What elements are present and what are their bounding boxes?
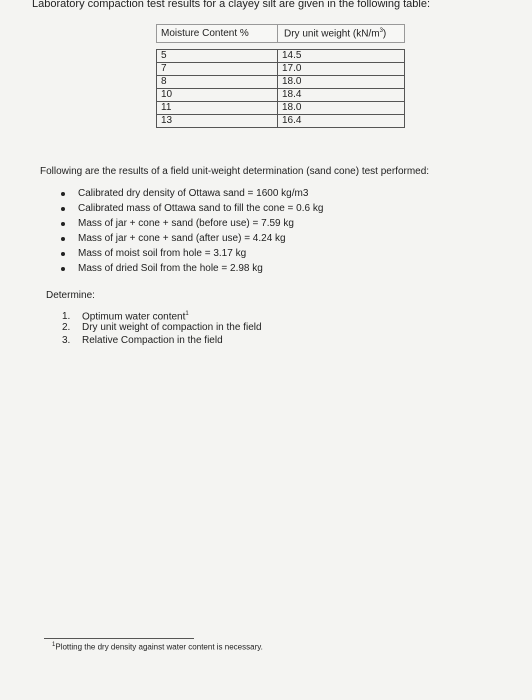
header-moisture-content: Moisture Content % [157,25,278,43]
dry-unit-weight-cell: 14.5 [278,50,405,63]
moisture-cell: 7 [157,63,278,76]
bullet-icon [61,237,65,241]
footnote-divider [44,638,194,639]
bullet-icon [61,222,65,226]
compaction-table [156,24,405,128]
list-item: Mass of jar + cone + sand (after use) = 4.24 kg [58,231,323,246]
list-item: Calibrated dry density of Ottawa sand = 1600 kg/m3 [58,186,323,201]
footnote: $^1$Plotting the dry density against water content is necessary. [52,642,263,652]
table-row [157,76,405,89]
list-item: Mass of jar + cone + sand (before use) = 7.59 kg [58,216,323,231]
list-item: Mass of moist soil from hole = 3.17 kg [58,246,323,261]
list-item: Calibrated mass of Ottawa sand to fill the cone = 0.6 kg [58,201,323,216]
dry-unit-weight-cell: 18.0 [278,102,405,115]
field-results-list [58,186,323,276]
moisture-cell: 11 [157,102,278,115]
table-header-row [157,25,405,43]
table-row [157,102,405,115]
task-list [62,308,262,347]
moisture-cell: 5 [157,50,278,63]
dry-unit-weight-cell: 18.0 [278,76,405,89]
bullet-icon [61,192,65,196]
list-item: 3. Relative Compaction in the field [62,335,223,346]
table-row [157,89,405,102]
intro-text: Laboratory compaction test results for a clayey silt are given in the following table: [32,0,431,10]
dry-unit-weight-cell: 17.0 [278,63,405,76]
list-item: 2. Dry unit weight of compaction in the field [62,322,262,333]
field-test-intro: Following are the results of a field unit-weight determination (sand cone) test performed: [40,166,430,177]
list-item: Mass of dried Soil from the hole = 2.98 kg [58,261,323,276]
footnote-ref: 1 [185,311,189,317]
header-dry-unit-weight: Dry unit weight $(kN/m^3)$ [278,25,405,43]
moisture-cell: 13 [157,115,278,128]
dry-unit-weight-cell: 16.4 [278,115,405,128]
list-item: 1. Optimum water content$^1$ [62,311,189,323]
table-row [157,115,405,128]
bullet-icon [61,207,65,211]
dry-unit-weight-cell: 18.4 [278,89,405,102]
table-row [157,50,405,63]
bullet-icon [61,252,65,256]
determine-label: Determine: [46,290,95,301]
table-row [157,63,405,76]
moisture-cell: 8 [157,76,278,89]
moisture-cell: 10 [157,89,278,102]
bullet-icon [61,267,65,271]
